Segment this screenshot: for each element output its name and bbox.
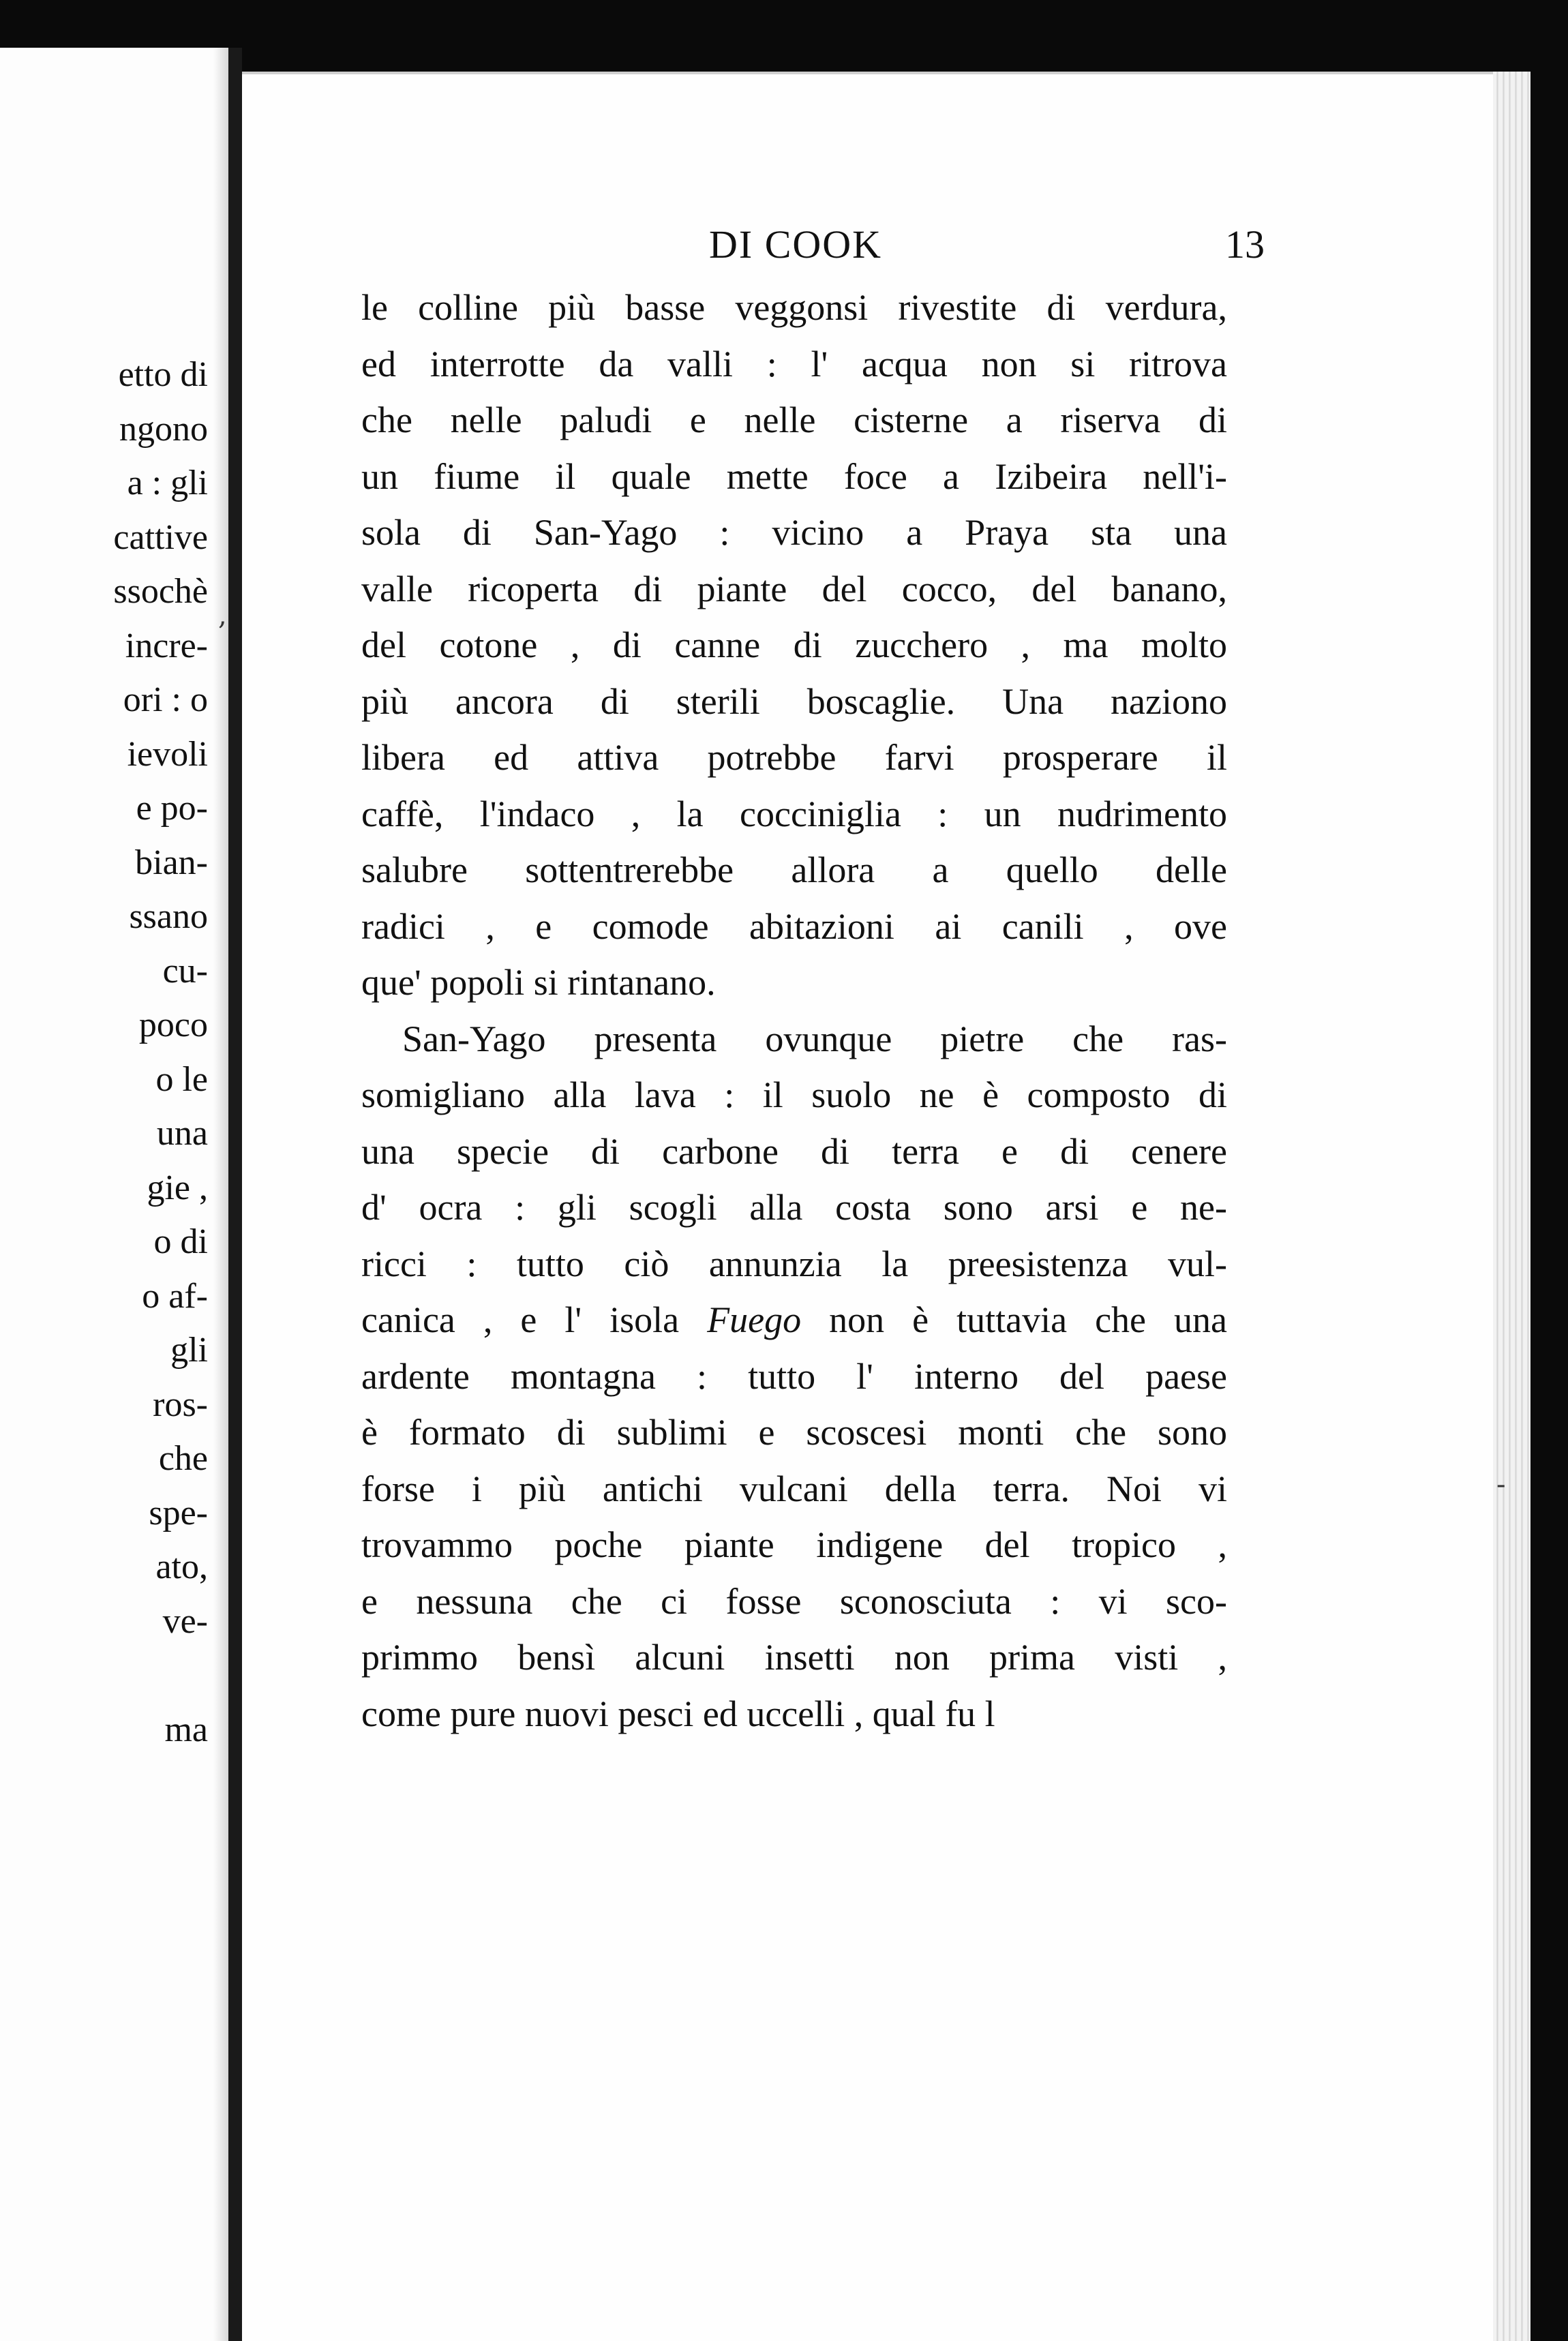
left-page-line: o af- [142,1276,208,1316]
left-page-line: gli [170,1331,208,1370]
text-line: somigliano alla lava : il suolo ne è composto di [361,1074,1227,1115]
text-line: come pure nuovi pesci ed uccelli , qual fu l [361,1693,995,1734]
left-page-line: a : gli [127,464,208,502]
text-line-with-italic [361,1292,1227,1348]
left-page-line: o le [155,1059,208,1099]
text-line: del cotone , di canne di zucchero , ma molto [361,624,1227,665]
text-line: e nessuna che ci fosse sconosciuta : vi sco- [361,1580,1227,1622]
stray-mark: - [1496,1469,1506,1500]
text-line: salubre sottentrerebbe allora a quello delle [361,849,1227,890]
left-page-line: cu- [162,951,208,991]
text-line: primmo bensì alcuni insetti non prima visti , [361,1637,1227,1678]
text-segment: canica , e l' isola [361,1299,708,1340]
text-line: sola di San-Yago : vicino a Praya sta una [361,512,1227,553]
text-line: forse i più antichi vulcani della terra. Noi vi [361,1468,1227,1509]
text-line: que' popoli si rintanano. [361,962,716,1003]
book-gutter [228,48,242,2341]
left-page-line: etto di [118,355,208,394]
left-page-line: cattive [113,517,208,557]
text-line: è formato di sublimi e scoscesi monti che sono [361,1412,1227,1453]
text-line: ardente montagna : tutto l' interno del paese [361,1355,1227,1397]
left-page-line: e po- [136,789,208,828]
left-page-line: spe- [149,1493,208,1532]
stray-mark: , [218,600,227,631]
left-page-line: bian- [135,843,208,882]
page-number: 13 [1225,222,1265,267]
left-page-line: ori : o [123,680,208,719]
text-line: trovammo poche piante indigene del tropico , [361,1524,1227,1565]
left-page-shadow [213,48,228,2341]
text-line: ed interrotte da valli : l' acqua non si ritrova [361,343,1227,384]
left-page-line: che [158,1439,208,1478]
body-text [361,280,1227,1742]
text-line: più ancora di sterili boscaglie. Una naziono [361,680,1227,722]
text-line: libera ed attiva potrebbe farvi prosperare il [361,737,1227,778]
left-page-line: incre- [125,626,208,665]
text-line: ricci : tutto ciò annunzia la preesistenza vul- [361,1243,1227,1284]
text-line: le colline più basse veggonsi rivestite di verdura, [361,287,1227,328]
left-facing-page [0,48,228,2341]
page-top-edge [242,72,1531,74]
text-segment: non è tuttavia che una [801,1299,1227,1340]
page-header [365,222,1288,276]
left-page-line: una [156,1114,208,1153]
text-line: un fiume il quale mette foce a Izibeira nell'i- [361,455,1227,497]
left-page-line: ros- [153,1385,208,1424]
text-line: che nelle paludi e nelle cisterne a riserva di [361,399,1227,440]
left-page-line: ve- [162,1601,208,1641]
left-page-line: ma [164,1710,208,1749]
text-line: una specie di carbone di terra e di cenere [361,1130,1227,1172]
left-page-line: ssochè [113,572,208,611]
running-head: DI COOK [709,222,883,267]
text-line: caffè, l'indaco , la cocciniglia : un nudrimento [361,793,1227,834]
text-line: d' ocra : gli scogli alla costa sono arsi e ne- [361,1187,1227,1228]
text-line: radici , e comode abitazioni ai canili , ove [361,905,1227,947]
left-page-line: gie , [147,1168,208,1207]
left-page-line: poco [138,1006,208,1044]
left-page-line: ievoli [127,734,208,774]
left-page-line: o di [153,1222,208,1261]
page-edge-stack [1493,72,1531,2341]
left-page-line: ngono [119,409,208,449]
text-line: San-Yago presenta ovunque pietre che ras- [402,1018,1227,1059]
left-page-line: ssano [129,897,208,936]
text-line: valle ricoperta di piante del cocco, del banano, [361,568,1227,609]
italic-place-name: Fuego [707,1299,802,1340]
left-page-line: ato, [155,1547,208,1586]
